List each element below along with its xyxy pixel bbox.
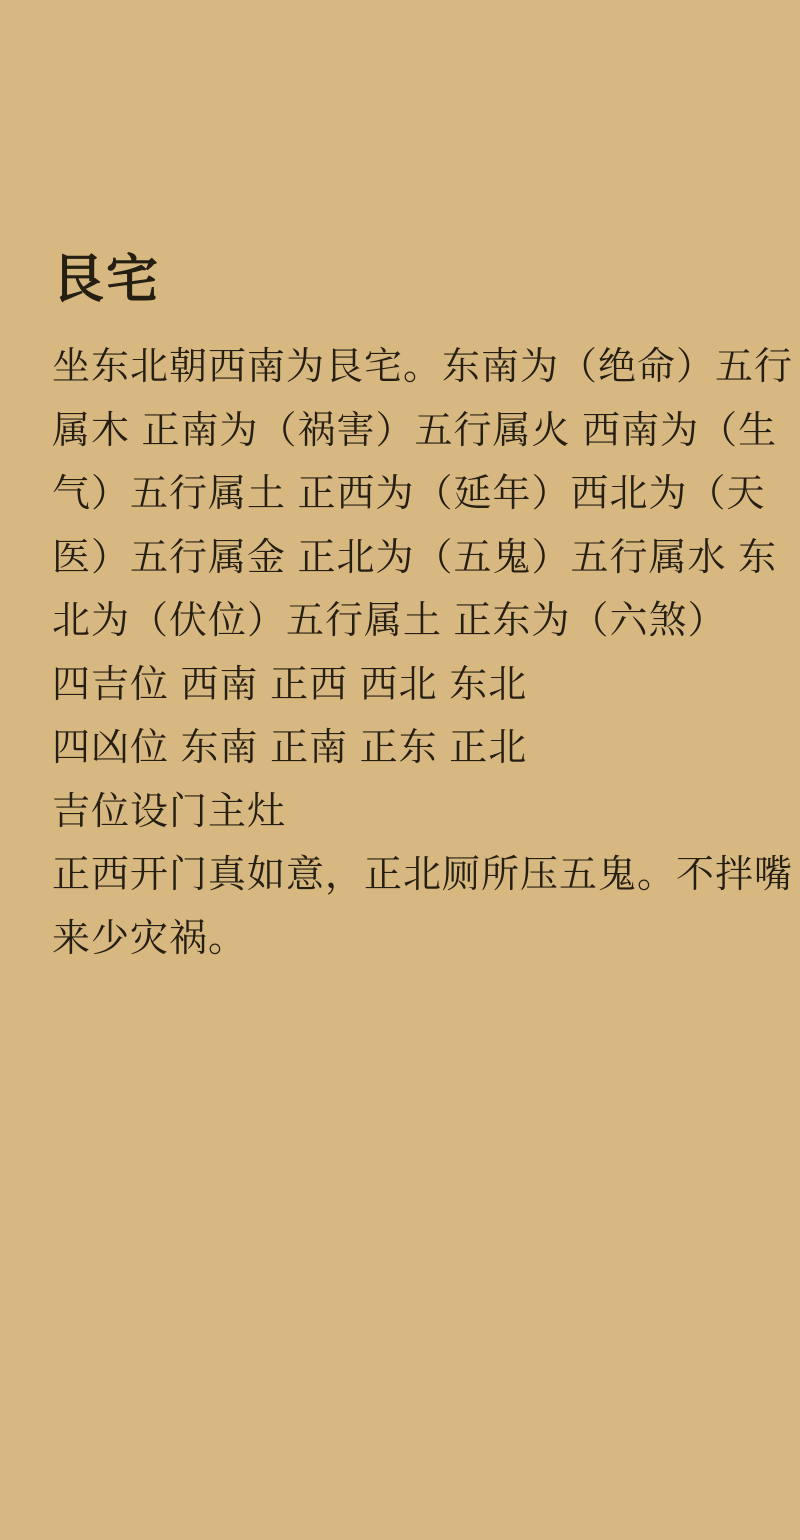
text-line: 属木 正南为（祸害）五行属火 西南为（生: [52, 409, 778, 452]
page-title: 艮宅: [52, 251, 161, 309]
text-line: 四凶位 东南 正南 正东 正北: [52, 727, 528, 769]
text-line: 正西开门真如意，正北厕所压五鬼。不拌嘴: [52, 854, 794, 896]
text-line: 来少灾祸。: [52, 917, 248, 960]
text-line: 气）五行属土 正西为（延年）西北为（天: [52, 473, 766, 515]
text-line: 坐东北朝西南为艮宅。东南为（绝命）五行: [52, 346, 794, 388]
text-line: 四吉位 西南 正西 西北 东北: [52, 663, 528, 706]
text-line: 医）五行属金 正北为（五鬼）五行属水 东: [52, 536, 778, 579]
text-line: 吉位设门主灶: [52, 790, 287, 833]
body-text: [52, 336, 794, 971]
text-line: 北为（伏位）五行属土 正东为（六煞）: [52, 600, 727, 642]
